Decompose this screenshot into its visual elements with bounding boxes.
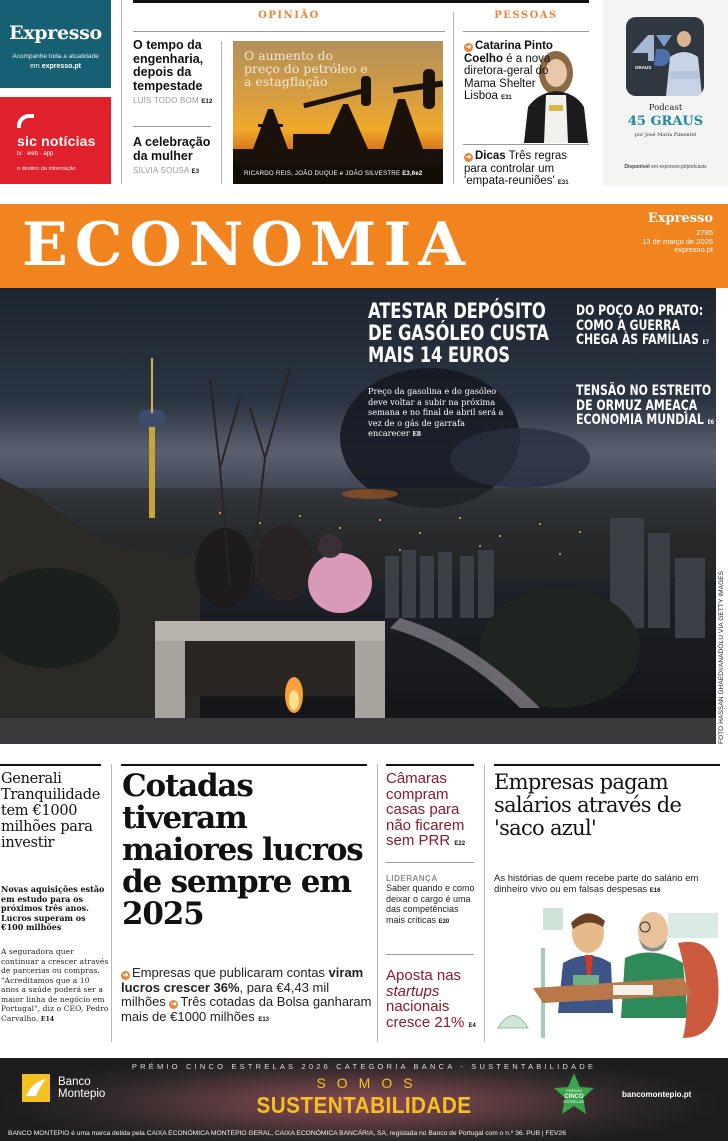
page-ref: E6 — [707, 419, 715, 426]
article-subtitle: Novas aquisições estão em estudo para os próximos três anos. Lucros superam os €100 milhões — [1, 884, 105, 932]
page-ref: E31 — [501, 95, 512, 101]
page-ref: E30 — [438, 918, 450, 925]
ad-legal-text: BANCO MONTEPIO é uma marca detida pela CAIXA ECONÓMICA MONTEPIO GERAL, CAIXA ECONÓMICA BANCÁRIA, SA, registada no Banco de Portugal com o n.º 36. PUB | FEV26 — [8, 1130, 566, 1137]
bank-advertisement[interactable] — [0, 1058, 728, 1141]
page-ref: E31 — [557, 180, 569, 186]
page-ref: E3 — [191, 169, 200, 175]
main-article-summary — [121, 966, 373, 1027]
page-ref: E22 — [454, 841, 466, 847]
sic-subline: tv · web · app — [17, 151, 54, 157]
opinion-item[interactable] — [133, 136, 225, 177]
page-ref: E12 — [201, 99, 213, 105]
hero-side-headline[interactable] — [576, 384, 716, 431]
column-top-rule — [386, 764, 474, 766]
podcast-label: Podcast — [648, 103, 683, 113]
page-ref: E14 — [40, 1015, 55, 1023]
people-item[interactable] — [464, 150, 589, 190]
people-text: Três regras para controlar um 'empata-reuniões' — [464, 150, 568, 187]
montepio-logo-icon — [22, 1074, 50, 1102]
opinion-feature-quote: O aumento do preço do petróleo e a estagflação — [244, 48, 368, 89]
article-title: Câmaras compram casas para não ficarem sem PRR — [386, 770, 465, 849]
sic-logo: sic notícias — [17, 133, 96, 149]
opinion-feature-image[interactable] — [233, 41, 443, 184]
podcast-45-graus-logo — [626, 17, 704, 96]
article-generali[interactable] — [1, 771, 109, 851]
svg-text:ESTRELAS: ESTRELAS — [563, 1099, 585, 1104]
column-divider — [484, 764, 485, 1042]
opinion-title: A celebração da mulher — [133, 135, 211, 163]
teaser-text: Saber quando e como deixar o cargo é uma das competências mais críticas — [386, 883, 475, 925]
subtitle-text: As histórias de quem recebe parte do salário em dinheiro vivo ou em falsas despesas — [494, 873, 699, 895]
hero-photo[interactable] — [0, 288, 716, 744]
author-name: LUÍS TODO BOM — [133, 96, 199, 105]
column-top-rule — [494, 764, 720, 766]
article-startups[interactable] — [386, 968, 478, 1034]
byline-authors: RICARDO REIS, JOÃO DUQUE — [244, 170, 338, 177]
article-camaras[interactable] — [386, 771, 478, 853]
svg-text:CINCO: CINCO — [564, 1094, 584, 1100]
article-lideranca[interactable] — [386, 874, 478, 927]
hero-deck — [368, 386, 508, 441]
divider — [133, 126, 211, 127]
divider — [463, 144, 589, 145]
opinion-feature-byline — [233, 164, 443, 184]
byline-and: e — [337, 170, 346, 177]
kicker-label: LIDERANÇA — [386, 874, 438, 883]
availability-bold: Disponível — [624, 164, 650, 170]
ad-prize-line: PRÉMIO CINCO ESTRELAS 2026 CATEGORIA BANCA - SUSTENTABILIDADE — [131, 1062, 597, 1071]
article-body — [1, 947, 109, 1024]
five-star-award-icon — [553, 1072, 595, 1116]
side-headline-text: TENSÃO NO ESTREITO DE ORMUZ AMEAÇA ECONOMIA MUNDIAL — [576, 383, 712, 428]
divider — [133, 31, 445, 32]
expresso-promo[interactable] — [0, 0, 111, 88]
page-ref: E8 — [412, 431, 422, 438]
headline-text: nacionais cresce 21% — [386, 998, 465, 1031]
opinion-item[interactable] — [133, 39, 223, 107]
side-headline-text: DO POÇO AO PRATO: COMO A GUERRA CHEGA ÀS FAMÍLIAS — [576, 303, 704, 348]
column-top-rule — [121, 764, 367, 766]
arrow-right-icon: ➜ — [122, 972, 129, 979]
issue-number: 2785 — [696, 228, 713, 237]
expresso-logo: Expresso — [9, 22, 102, 44]
main-article-title[interactable]: Cotadas tiveram maiores lucros de sempre em 2025 — [122, 768, 363, 932]
section-label-opiniao: OPINIÃO — [258, 10, 320, 21]
opinion-title: O tempo da engenharia, depois da tempestade — [133, 38, 204, 93]
ad-site-link[interactable]: bancomontepio.pt — [622, 1090, 692, 1099]
arrow-right-icon: ➜ — [170, 1001, 177, 1008]
page-ref: E7 — [702, 339, 710, 346]
headline-text: Aposta nas — [386, 967, 462, 984]
byline-last-author: JOÃO SILVESTRE — [345, 170, 401, 177]
url-prefix: em — [30, 63, 42, 70]
bank-name-line2: Montepio — [58, 1088, 106, 1100]
section-masthead — [0, 204, 728, 288]
url-text: expresso.pt — [41, 63, 81, 70]
podcast-title: 45 GRAUS — [627, 114, 704, 129]
issue-meta — [642, 229, 713, 255]
column-divider — [111, 764, 112, 1042]
podcast-cover-label: GRAUS — [635, 65, 652, 70]
person-name: Catarina Pinto Coelho — [464, 40, 553, 65]
article-empresas-subtitle — [494, 873, 724, 897]
arrow-right-icon: ➜ — [465, 44, 472, 51]
page-ref: E3,6e2 — [402, 171, 423, 177]
summary-text: Três cotadas da Bolsa ganharam mais de €1000 milhões — [121, 994, 372, 1024]
saco-azul-illustration — [493, 903, 723, 1043]
podcast-host: por José Maria Pimentel — [634, 132, 697, 138]
availability-url: em expresso.pt/podcasts — [649, 164, 707, 170]
page-ref: E4 — [468, 1022, 476, 1029]
tips-label: Dicas — [475, 150, 506, 162]
sic-logo-icon — [17, 114, 34, 128]
people-item[interactable] — [464, 40, 554, 105]
bank-name — [58, 1076, 105, 1100]
column-divider — [453, 12, 454, 184]
column-top-rule — [0, 764, 101, 766]
issue-date: 13 de março de 2026 — [642, 236, 713, 246]
people-text: é a nova diretora-geral do Mama Shelter Lisboa — [464, 52, 551, 102]
expresso-url — [0, 63, 111, 70]
section-label-pessoas: PESSOAS — [494, 10, 558, 21]
sic-claim: o destino da informação — [17, 166, 76, 172]
headline-italic: startups — [386, 982, 440, 1000]
column-divider — [221, 41, 222, 184]
hero-deck-text: Preço da gasolina e do gasóleo deve voltar a subir na próxima semana e no final de abril será a vez de o gás de garrafa encarecer — [368, 386, 504, 438]
podcast-availability — [603, 164, 728, 170]
page-ref: E16 — [649, 888, 661, 894]
svg-text:PRÉMIO: PRÉMIO — [566, 1088, 582, 1093]
expresso-tagline: Acompanhe toda a atualidade — [12, 53, 99, 60]
divider — [463, 31, 589, 32]
opinion-author — [133, 96, 223, 107]
summary-text: , para €4,43 mil milhões — [121, 979, 330, 1009]
column-divider — [377, 764, 378, 1042]
ad-somos: SOMOS — [316, 1075, 424, 1091]
article-teaser — [386, 883, 478, 927]
page-ref: E13 — [258, 1016, 270, 1023]
tehran-skyline-photo — [0, 288, 716, 744]
newspaper-logo: Expresso — [647, 211, 713, 226]
divider — [386, 862, 474, 863]
ad-claim: SUSTENTABILIDADE — [256, 1092, 472, 1118]
divider — [386, 954, 474, 955]
article-body-text: A seguradora quer continuar a crescer através de parcerias ou compras. "Acreditamos que a 10 anos a saúde poderá ser a maior linha de negócio em Portugal", diz o CEO, Pedro Carvalho. — [1, 947, 109, 1023]
opinion-author — [133, 166, 225, 177]
sic-noticias-promo[interactable] — [0, 97, 111, 184]
photo-credit-text: FOTO HASSAN GHAEDI/ANADOLU VIA GETTY IMAGES — [718, 570, 725, 744]
article-empresas-title[interactable]: Empresas pagam salários através de 'saco azul' — [494, 770, 682, 840]
podcast-cover — [626, 17, 704, 96]
author-name: SÍLVIA SOUSA — [133, 166, 190, 175]
section-title: ECONOMIA — [22, 210, 472, 280]
pelican-icon — [22, 1074, 50, 1102]
issue-url: expresso.pt — [674, 245, 713, 254]
column-divider — [121, 0, 122, 184]
section-top-rule — [133, 0, 589, 3]
summary-text: Empresas que publicaram contas — [132, 965, 329, 980]
hero-headline[interactable]: ATESTAR DEPÓSITO DE GASÓLEO CUSTA MAIS 14 EUROS — [368, 299, 549, 367]
podcast-promo[interactable] — [603, 0, 728, 186]
bank-name-line1: Banco — [58, 1076, 91, 1088]
article-title: Generali Tranquilidade tem €1000 milhões para investir — [1, 771, 101, 851]
summary-highlight: viram lucros crescer 36% — [121, 965, 364, 995]
hero-side-headline[interactable] — [576, 304, 716, 351]
arrow-right-icon: ➜ — [465, 154, 472, 161]
